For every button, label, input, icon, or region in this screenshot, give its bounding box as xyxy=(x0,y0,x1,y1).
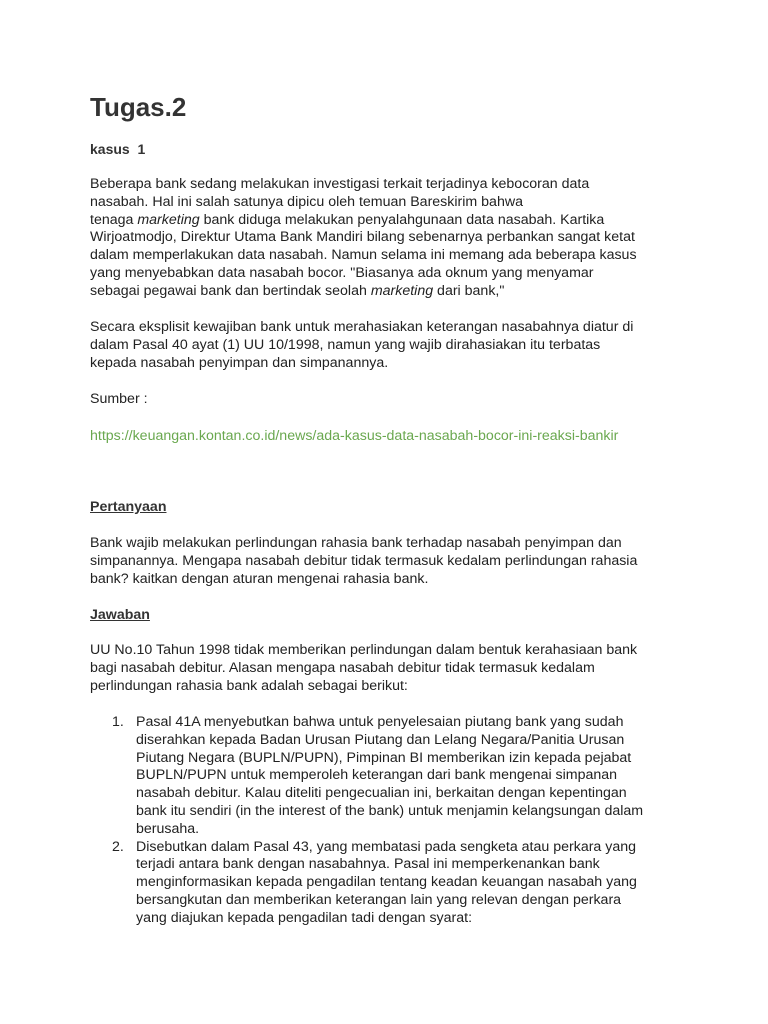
text-line: dalam memperlakukan data nasabah. Namun selama ini memang ada beberapa kasus xyxy=(90,247,637,264)
case-paragraph-2 xyxy=(90,319,690,372)
text-line: Bank wajib melakukan perlindungan rahasia bank terhadap nasabah penyimpan dan xyxy=(90,535,622,551)
text-line: bank itu sendiri (in the interest of the bank) untuk menjamin kelangsungan dalam xyxy=(136,802,644,819)
text-line: menginformasikan kepada pengadilan tentang keadan keuangan nasabah yang xyxy=(136,874,637,891)
text-line: terjadi antara bank dengan nasabahnya. Pasal ini memperkenankan bank xyxy=(136,856,600,873)
text-line: dalam Pasal 40 ayat (1) UU 10/1998, namun yang wajib dirahasiakan itu terbatas xyxy=(90,336,601,353)
text-line: berusaha. xyxy=(136,820,200,837)
text-run: tenaga xyxy=(90,211,138,228)
source-label: Sumber : xyxy=(90,391,148,407)
text-line xyxy=(90,283,690,301)
text-line: Beberapa bank sedang melakukan investigasi terkait terjadinya kebocoran data xyxy=(90,176,590,192)
answer-paragraph xyxy=(90,642,690,695)
case-paragraph-1 xyxy=(90,176,690,301)
list-item xyxy=(90,839,690,928)
document-title: Tugas.2 xyxy=(90,92,187,122)
source-link[interactable]: https://keuangan.kontan.co.id/news/ada-kasus-data-nasabah-bocor-ini-reaksi-bankir xyxy=(90,428,619,444)
case-label: kasus 1 xyxy=(90,141,146,157)
text-line: Pasal 41A menyebutkan bahwa untuk penyelesaian piutang bank yang sudah xyxy=(136,714,624,730)
text-line: diserahkan kepada Badan Urusan Piutang dan Lelang Negara/Panitia Urusan xyxy=(136,731,625,748)
text-line: bagi nasabah debitur. Alasan mengapa nasabah debitur tidak termasuk kedalam xyxy=(90,659,595,676)
list-item xyxy=(90,714,690,839)
text-line: Disebutkan dalam Pasal 43, yang membatasi pada sengketa atau perkara yang xyxy=(136,838,637,855)
text-line: Wirjoatmodjo, Direktur Utama Bank Mandiri bilang sebenarnya perbankan sangat ketat xyxy=(90,229,635,246)
text-run: bank diduga melakukan penyalahgunaan data nasabah. Kartika xyxy=(199,211,605,228)
question-paragraph xyxy=(90,535,690,588)
text-line: nasabah debitur. Kalau diteliti pengecualian ini, berkaitan dengan kepentingan xyxy=(136,785,627,802)
text-line: Secara eksplisit kewajiban bank untuk merahasiakan keterangan nasabahnya diatur di xyxy=(90,319,634,335)
text-run: sebagai pegawai bank dan bertindak seolah xyxy=(90,282,371,299)
text-line: BUPLN/PUPN untuk memperoleh keterangan dari bank mengenai simpanan xyxy=(136,767,618,784)
text-line: Piutang Negara (BUPLN/PUPN), Pimpinan BI memberikan izin kepada pejabat xyxy=(136,749,632,766)
text-line: yang diajukan kepada pengadilan tadi dengan syarat: xyxy=(136,909,473,926)
text-line: UU No.10 Tahun 1998 tidak memberikan perlindungan dalam bentuk kerahasiaan bank xyxy=(90,642,638,658)
italic-term: marketing xyxy=(370,282,434,299)
text-line: yang menyebabkan data nasabah bocor. "Biasanya ada oknum yang menyamar xyxy=(90,264,594,281)
list-number: 2. xyxy=(112,838,124,855)
text-line: kepada nasabah penyimpan dan simpanannya. xyxy=(90,354,389,371)
text-run: dari bank," xyxy=(433,282,505,299)
answer-heading: Jawaban xyxy=(90,607,150,623)
text-line: bank? kaitkan dengan aturan mengenai rahasia bank. xyxy=(90,570,429,587)
text-line xyxy=(90,212,690,230)
italic-term: marketing xyxy=(137,211,200,228)
question-heading: Pertanyaan xyxy=(90,499,167,515)
text-line: nasabah. Hal ini salah satunya dipicu oleh temuan Bareskirim bahwa xyxy=(90,193,523,210)
list-number: 1. xyxy=(112,714,124,730)
answer-list xyxy=(90,714,690,928)
text-line: simpanannya. Mengapa nasabah debitur tidak termasuk kedalam perlindungan rahasia xyxy=(90,552,638,569)
text-line: perlindungan rahasia bank adalah sebagai berikut: xyxy=(90,677,408,694)
text-line: bersangkutan dan memberikan keterangan lain yang relevan dengan perkara xyxy=(136,891,622,908)
